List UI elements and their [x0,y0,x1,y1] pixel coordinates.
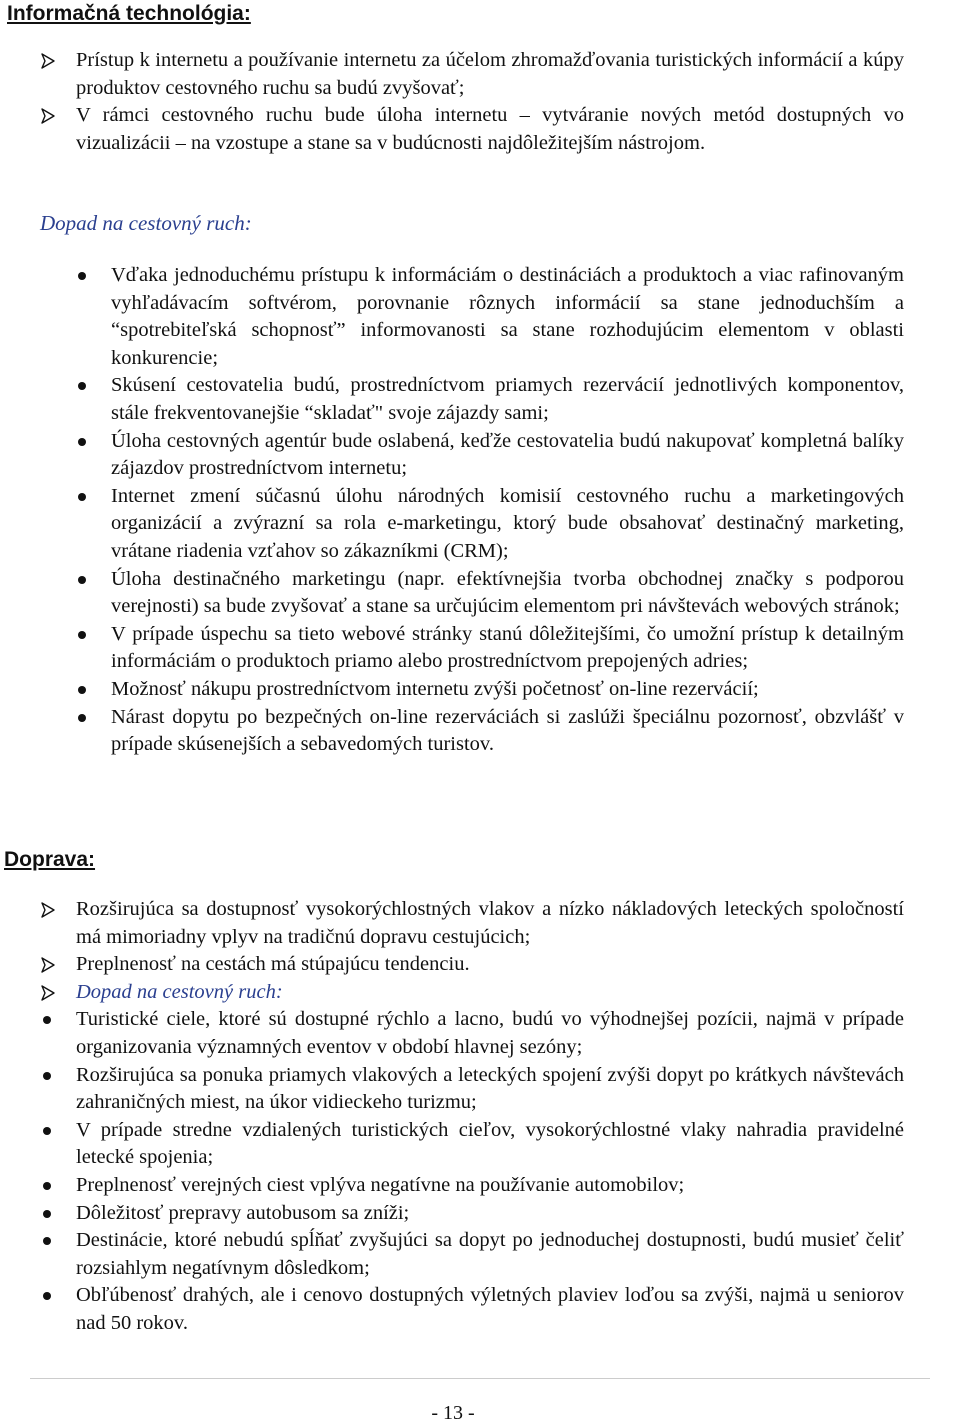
list-item-text: V rámci cestovného ruchu bude úloha internetu – vytváranie nových metód dostupných vo vizualizácii – na vzostupe a stane sa v budúcnosti najdôležitejším nástrojom. [76,104,904,154]
bullet-dot-icon [78,493,86,501]
list-item-text: Rozširujúca sa ponuka priamych vlakových a leteckých spojení zvýši dopyt po krátkych návštevách zahraničných miest, na úkor vidieckeho turizmu; [76,1063,904,1114]
list-item-text: Dôležitosť prepravy autobusom sa zníži; [76,1201,410,1224]
list-item [40,1117,904,1172]
impact-heading-it: Dopad na cestovný ruch: [40,211,252,235]
page-number: - 13 - [431,1402,475,1424]
bullet-dot-icon [43,1210,51,1218]
list-item-text: Prístup k internetu a používanie internetu za účelom zhromažďovania turistických informácií a kúpy produktov cestovného ruchu sa budú zvyšovať; [76,49,904,99]
list-item-text: Úloha cestovných agentúr bude oslabená, keďže cestovatelia budú nakupovať kompletná balíky zájazdov prostredníctvom internetu; [111,429,904,480]
bullet-dot-icon [78,438,86,446]
bullet-dot-icon [43,1072,51,1080]
list-item-text: V prípade úspechu sa tieto webové stránky stanú dôležitejšími, čo umožní prístup k detailným informáciám o produktoch priamo alebo prostredníctvom prepojených adries; [111,622,904,673]
bullet-dot-icon [43,1237,51,1245]
bullet-dot-icon [43,1292,51,1300]
list-item [40,1172,904,1200]
list-item [76,621,904,676]
impact-heading-transport: Dopad na cestovný ruch: [76,980,283,1003]
section-heading-transport: Doprava: [4,848,96,871]
arrow-bullet-icon [40,985,56,1001]
list-item [76,676,904,704]
list-item-text: Vďaka jednoduchému prístupu k informáciám o destináciách a produktoch a viac rafinovaným vyhľadávacím softvérom, porovnanie rôznych informácií sa stane jednoduchším a “spotrebiteľská schopnosť” informovanosti sa stane rozhodujúcim elementom v oblasti konkurencie; [111,264,904,369]
list-item [76,704,904,759]
list-item [76,262,904,372]
bullet-dot-icon [43,1127,51,1135]
bullet-dot-icon [78,631,86,639]
list-item [40,951,904,979]
list-item-text: Preplnenosť na cestách má stúpajúcu tendenciu. [76,953,470,976]
list-item [40,896,904,951]
list-item [40,1006,904,1061]
list-item [76,372,904,427]
list-item [76,428,904,483]
bullet-dot-icon [78,576,86,584]
section-heading-it: Informačná technológia: [7,2,251,25]
list-item [40,102,904,157]
list-item [40,979,904,1007]
arrow-bullet-icon [40,108,56,124]
list-item [40,1062,904,1117]
list-item-text: Obľúbenosť drahých, ale i cenovo dostupných výletných plaviev loďou sa zvýši, najmä u seniorov nad 50 rokov. [76,1284,904,1334]
footer-divider [30,1378,930,1379]
list-item [76,483,904,566]
list-item-text: Nárast dopytu po bezpečných on-line rezerváciách si zaslúži špeciálnu pozornosť, obzvlášť v prípade skúsenejších a sebavedomých turistov. [111,705,904,756]
list-item-text: Skúsení cestovatelia budú, prostredníctvom priamych rezervácií jednotlivých komponentov, stále frekventovanejšie “skladať" svoje zájazdy sami; [111,374,904,424]
list-item-text: Turistické ciele, ktoré sú dostupné rýchlo a lacno, budú vo výhodnejšej pozícii, najmä v prípade organizovania významných eventov v období hlavnej sezóny; [76,1008,904,1058]
list-item-text: V prípade stredne vzdialených turistických cieľov, vysokorýchlostné vlaky nahradia pravidelné letecké spojenia; [76,1118,904,1169]
arrow-bullet-icon [40,902,56,918]
it-impacts-list [76,262,904,759]
bullet-dot-icon [78,382,86,390]
list-item [40,1227,904,1282]
list-item-text: Preplnenosť verejných ciest vplýva negatívne na používanie automobilov; [76,1173,685,1196]
it-points-list [40,47,904,157]
list-item-text: Rozširujúca sa dostupnosť vysokorýchlostných vlakov a nízko nákladových leteckých spoločností má mimoriadny vplyv na tradičnú dopravu cestujúcich; [76,898,904,948]
arrow-bullet-icon [40,53,56,69]
list-item [76,566,904,621]
list-item-text: Destinácie, ktoré nebudú spĺňať zvyšujúci sa dopyt po jednoduchej dostupnosti, budú musieť čeliť rozsiahlym negatívnym dôsledkom; [76,1229,904,1279]
list-item [40,47,904,102]
list-item [40,1282,904,1337]
list-item [40,1200,904,1228]
list-item-text: Možnosť nákupu prostredníctvom internetu zvýši početnosť on-line rezervácií; [111,677,759,700]
bullet-dot-icon [43,1182,51,1190]
bullet-dot-icon [78,714,86,722]
bullet-dot-icon [43,1016,51,1024]
arrow-bullet-icon [40,957,56,973]
list-item-text: Úloha destinačného marketingu (napr. efektívnejšia tvorba obchodnej značky s podporou verejnosti) sa bude zvyšovať a stane sa určujúcim elementom pri návštevách webových stránok; [111,567,904,618]
transport-points-list [40,896,904,1338]
bullet-dot-icon [78,272,86,280]
list-item-text: Internet zmení súčasnú úlohu národných komisií cestovného ruchu a marketingových organizácií a zvýrazní sa rola e-marketingu, ktorý bude obsahovať destinačný marketing, vrátane riadenia vzťahov so zákazníkmi (CRM); [111,484,904,562]
bullet-dot-icon [78,686,86,694]
